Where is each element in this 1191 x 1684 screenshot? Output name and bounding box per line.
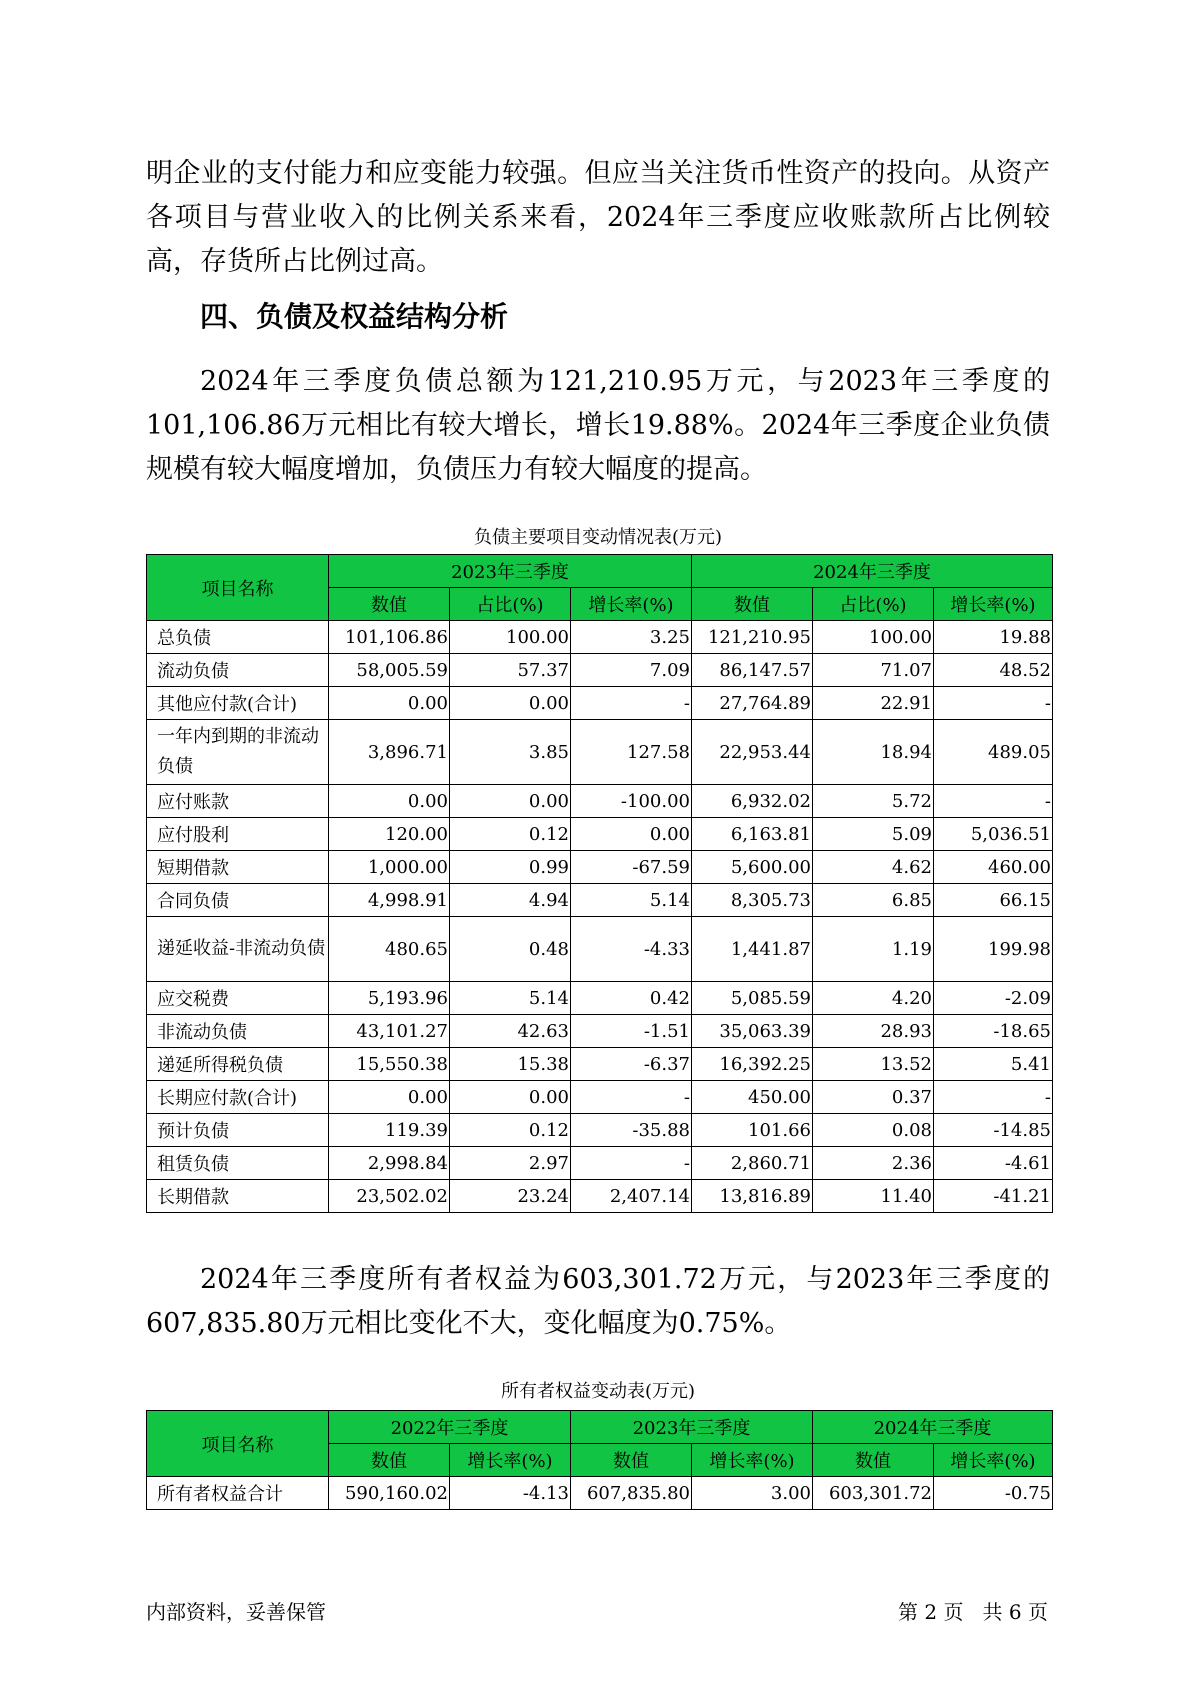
row-value-cell: 18.94: [813, 720, 934, 785]
row-value-cell: -: [571, 1081, 692, 1114]
row-value-cell: 48.52: [934, 654, 1053, 687]
ratio-header: 占比(%): [450, 588, 571, 621]
row-value-cell: 5,085.59: [692, 982, 813, 1015]
growth-header: 增长率(%): [450, 1444, 571, 1477]
row-value-cell: 27,764.89: [692, 687, 813, 720]
row-item-name: 应交税费: [147, 982, 329, 1015]
row-item-name: 递延收益-非流动负债: [147, 917, 329, 982]
value-header: 数值: [329, 588, 450, 621]
row-item-name: 租赁负债: [147, 1147, 329, 1180]
row-item-name: 所有者权益合计: [147, 1477, 329, 1510]
table-row: [147, 1114, 1053, 1147]
period-header: 2023年三季度: [329, 555, 692, 588]
row-value-cell: 0.00: [450, 785, 571, 818]
row-value-cell: -4.61: [934, 1147, 1053, 1180]
row-value-cell: 0.99: [450, 851, 571, 884]
row-value-cell: 5,193.96: [329, 982, 450, 1015]
liability-table-caption: 负债主要项目变动情况表(万元): [473, 527, 723, 548]
row-value-cell: 86,147.57: [692, 654, 813, 687]
row-value-cell: 7.09: [571, 654, 692, 687]
table-row: [147, 1180, 1053, 1213]
row-value-cell: 0.00: [450, 1081, 571, 1114]
row-value-cell: 5.72: [813, 785, 934, 818]
table-row: [147, 1015, 1053, 1048]
row-value-cell: 71.07: [813, 654, 934, 687]
row-value-cell: 1,441.87: [692, 917, 813, 982]
row-value-cell: 42.63: [450, 1015, 571, 1048]
row-value-cell: -6.37: [571, 1048, 692, 1081]
row-value-cell: 489.05: [934, 720, 1053, 785]
row-value-cell: -2.09: [934, 982, 1053, 1015]
row-value-cell: 2,998.84: [329, 1147, 450, 1180]
row-value-cell: 119.39: [329, 1114, 450, 1147]
liability-table: [146, 554, 1053, 1213]
growth-header: 增长率(%): [934, 1444, 1053, 1477]
row-value-cell: 66.15: [934, 884, 1053, 917]
table-row: [147, 818, 1053, 851]
row-value-cell: 5.14: [571, 884, 692, 917]
table-row: [147, 785, 1053, 818]
row-item-name: 预计负债: [147, 1114, 329, 1147]
growth-header: 增长率(%): [571, 588, 692, 621]
row-value-cell: 0.08: [813, 1114, 934, 1147]
row-value-cell: -: [934, 687, 1053, 720]
row-value-cell: 16,392.25: [692, 1048, 813, 1081]
row-value-cell: 199.98: [934, 917, 1053, 982]
row-value-cell: 4.20: [813, 982, 934, 1015]
row-value-cell: 0.00: [329, 687, 450, 720]
table-row: [147, 654, 1053, 687]
row-value-cell: 35,063.39: [692, 1015, 813, 1048]
row-value-cell: -: [571, 1147, 692, 1180]
row-value-cell: 23,502.02: [329, 1180, 450, 1213]
row-value-cell: 2,860.71: [692, 1147, 813, 1180]
row-value-cell: 101,106.86: [329, 621, 450, 654]
row-value-cell: 603,301.72: [813, 1477, 934, 1510]
row-value-cell: 0.12: [450, 818, 571, 851]
row-value-cell: 15.38: [450, 1048, 571, 1081]
row-value-cell: 5,036.51: [934, 818, 1053, 851]
table-row: [147, 621, 1053, 654]
row-value-cell: 22,953.44: [692, 720, 813, 785]
row-value-cell: 5,600.00: [692, 851, 813, 884]
growth-header: 增长率(%): [692, 1444, 813, 1477]
row-value-cell: 450.00: [692, 1081, 813, 1114]
row-value-cell: 460.00: [934, 851, 1053, 884]
row-value-cell: 121,210.95: [692, 621, 813, 654]
row-value-cell: -0.75: [934, 1477, 1053, 1510]
row-item-name: 应付股利: [147, 818, 329, 851]
row-value-cell: -14.85: [934, 1114, 1053, 1147]
row-value-cell: 28.93: [813, 1015, 934, 1048]
row-value-cell: 0.00: [450, 687, 571, 720]
row-value-cell: 0.12: [450, 1114, 571, 1147]
table-row: [147, 720, 1053, 785]
row-value-cell: -100.00: [571, 785, 692, 818]
row-item-name: 总负债: [147, 621, 329, 654]
row-value-cell: 2.97: [450, 1147, 571, 1180]
row-item-name: 长期应付款(合计): [147, 1081, 329, 1114]
row-value-cell: 100.00: [450, 621, 571, 654]
row-value-cell: 2,407.14: [571, 1180, 692, 1213]
row-value-cell: 6,932.02: [692, 785, 813, 818]
row-value-cell: 0.48: [450, 917, 571, 982]
row-value-cell: -4.33: [571, 917, 692, 982]
row-value-cell: 2.36: [813, 1147, 934, 1180]
row-value-cell: 58,005.59: [329, 654, 450, 687]
row-value-cell: 100.00: [813, 621, 934, 654]
row-value-cell: 3.85: [450, 720, 571, 785]
row-value-cell: 13.52: [813, 1048, 934, 1081]
equity-table-caption: 所有者权益变动表(万元): [500, 1381, 696, 1402]
footer-confidential-note: 内部资料，妥善保管: [146, 1600, 326, 1624]
row-value-cell: -1.51: [571, 1015, 692, 1048]
row-value-cell: 0.37: [813, 1081, 934, 1114]
row-value-cell: 6,163.81: [692, 818, 813, 851]
table-row: [147, 851, 1053, 884]
value-header: 数值: [329, 1444, 450, 1477]
equity-table: [146, 1410, 1053, 1510]
row-item-name: 合同负债: [147, 884, 329, 917]
row-value-cell: 13,816.89: [692, 1180, 813, 1213]
row-value-cell: 57.37: [450, 654, 571, 687]
row-value-cell: 3.00: [692, 1477, 813, 1510]
row-item-name: 非流动负债: [147, 1015, 329, 1048]
item-name-header: 项目名称: [147, 555, 329, 621]
growth-header: 增长率(%): [934, 588, 1053, 621]
table-row: [147, 982, 1053, 1015]
row-value-cell: -4.13: [450, 1477, 571, 1510]
row-value-cell: 1.19: [813, 917, 934, 982]
period-header: 2024年三季度: [692, 555, 1053, 588]
period-header: 2022年三季度: [329, 1411, 571, 1444]
row-item-name: 长期借款: [147, 1180, 329, 1213]
row-value-cell: 3.25: [571, 621, 692, 654]
row-value-cell: 4.62: [813, 851, 934, 884]
section-heading: 四、负债及权益结构分析: [200, 300, 509, 333]
row-item-name: 应付账款: [147, 785, 329, 818]
period-header: 2023年三季度: [571, 1411, 813, 1444]
table-row: [147, 1048, 1053, 1081]
value-header: 数值: [813, 1444, 934, 1477]
row-value-cell: 43,101.27: [329, 1015, 450, 1048]
liability-paragraph: 2024年三季度负债总额为121,210.95万元，与2023年三季度的101,106.86万元相比有较大增长，增长19.88%。2024年三季度企业负债规模有较大幅度增加，负债压力有较大幅度的提高。: [146, 366, 1050, 485]
row-value-cell: 5.09: [813, 818, 934, 851]
row-item-name: 短期借款: [147, 851, 329, 884]
row-value-cell: 101.66: [692, 1114, 813, 1147]
row-value-cell: 6.85: [813, 884, 934, 917]
row-value-cell: 4,998.91: [329, 884, 450, 917]
period-header: 2024年三季度: [813, 1411, 1053, 1444]
table-row: [147, 884, 1053, 917]
equity-paragraph: 2024年三季度所有者权益为603,301.72万元，与2023年三季度的607,835.80万元相比变化不大，变化幅度为0.75%。: [146, 1264, 1050, 1339]
row-value-cell: 8,305.73: [692, 884, 813, 917]
row-value-cell: 4.94: [450, 884, 571, 917]
row-value-cell: -67.59: [571, 851, 692, 884]
row-item-name: 一年内到期的非流动负债: [147, 720, 329, 785]
row-value-cell: 127.58: [571, 720, 692, 785]
row-value-cell: 23.24: [450, 1180, 571, 1213]
row-value-cell: 1,000.00: [329, 851, 450, 884]
row-value-cell: 120.00: [329, 818, 450, 851]
row-value-cell: 0.42: [571, 982, 692, 1015]
footer-page-number: 第 2 页 共 6 页: [898, 1600, 1048, 1624]
table-row: [147, 917, 1053, 982]
row-value-cell: 15,550.38: [329, 1048, 450, 1081]
value-header: 数值: [571, 1444, 692, 1477]
row-value-cell: 0.00: [571, 818, 692, 851]
row-value-cell: 0.00: [329, 785, 450, 818]
row-value-cell: 590,160.02: [329, 1477, 450, 1510]
row-value-cell: 11.40: [813, 1180, 934, 1213]
row-value-cell: 5.14: [450, 982, 571, 1015]
row-value-cell: 0.00: [329, 1081, 450, 1114]
row-value-cell: -35.88: [571, 1114, 692, 1147]
row-value-cell: -: [571, 687, 692, 720]
item-name-header: 项目名称: [147, 1411, 329, 1477]
row-item-name: 其他应付款(合计): [147, 687, 329, 720]
table-row: [147, 687, 1053, 720]
row-value-cell: -41.21: [934, 1180, 1053, 1213]
row-value-cell: 480.65: [329, 917, 450, 982]
row-value-cell: 3,896.71: [329, 720, 450, 785]
intro-paragraph: 明企业的支付能力和应变能力较强。但应当关注货币性资产的投向。从资产各项目与营业收入的比例关系来看，2024年三季度应收账款所占比例较高，存货所占比例过高。: [146, 158, 1050, 277]
row-value-cell: -18.65: [934, 1015, 1053, 1048]
value-header: 数值: [692, 588, 813, 621]
row-value-cell: 5.41: [934, 1048, 1053, 1081]
row-value-cell: -: [934, 785, 1053, 818]
ratio-header: 占比(%): [813, 588, 934, 621]
table-row: [147, 1147, 1053, 1180]
table-row: [147, 1081, 1053, 1114]
table-row: [147, 1477, 1053, 1510]
row-item-name: 递延所得税负债: [147, 1048, 329, 1081]
row-value-cell: 19.88: [934, 621, 1053, 654]
row-value-cell: 607,835.80: [571, 1477, 692, 1510]
row-item-name: 流动负债: [147, 654, 329, 687]
row-value-cell: 22.91: [813, 687, 934, 720]
row-value-cell: -: [934, 1081, 1053, 1114]
